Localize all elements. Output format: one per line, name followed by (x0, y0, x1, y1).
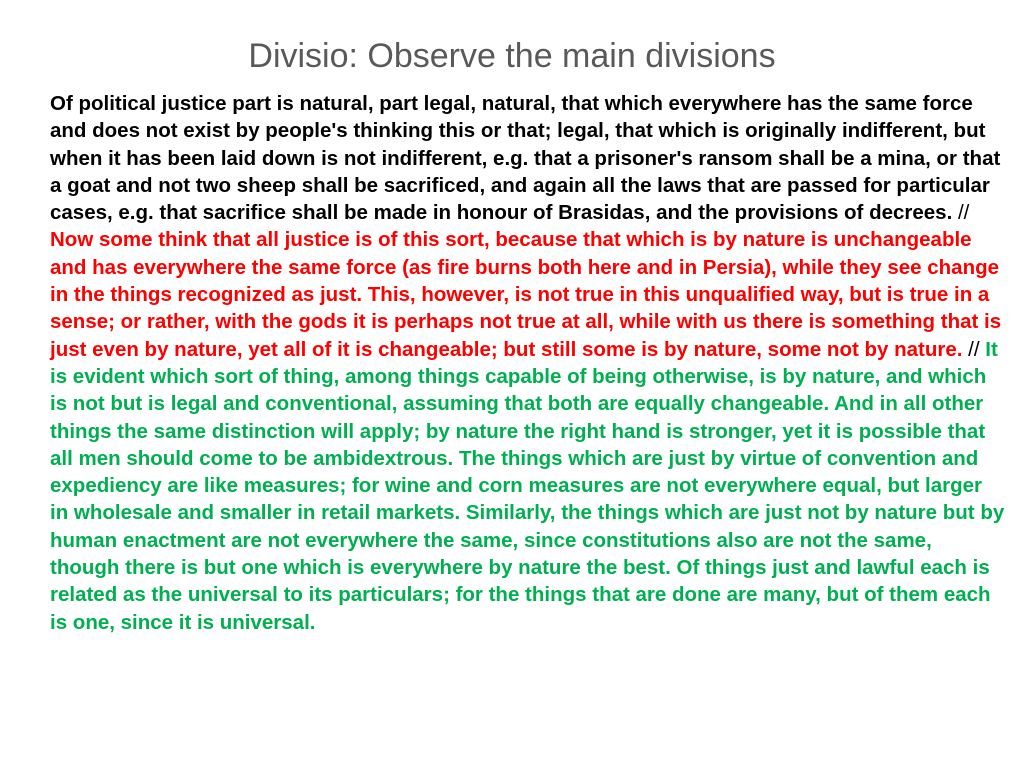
division-separator-2: // (962, 337, 986, 361)
body-segment-resolution: It is evident which sort of thing, among things capable of being otherwise, is by nature, and which is not but is legal and conventional, assuming that both are equally changeable. And in all other things the same distinction will apply; by nature the right hand is stronger, yet it is possible that all men should come to be ambidextrous. The things which are just by virtue of convention and expediency are like measures; for wine and corn measures are not everywhere equal, but larger in wholesale and smaller in retail markets. Similarly, the things which are just not by nature but by human enactment are not everywhere the same, since constitutions also are not the same, though there is but one which is everywhere by nature the best. Of things just and lawful each is related as the universal to its particulars; for the things that are done are many, but of them each is one, since it is universal. (50, 337, 1005, 634)
slide-title: Divisio: Observe the main divisions (248, 37, 776, 75)
division-separator-1: // (952, 201, 970, 225)
body-segment-objection: Now some think that all justice is of this sort, because that which is by nature is unchangeable and has everywhere the same force (as fire burns both here and in Persia), while they see change in the things recognized as just. This, however, is not true in this unqualified way, but is true in a sense; or rather, with the gods it is perhaps not true at all, while with us there is something that is just even by nature, yet all of it is changeable; but still some is by nature, some not by nature. (50, 228, 1002, 361)
body-segment-natural-legal: Of political justice part is natural, part legal, natural, that which everywhere has the same force and does not exist by people's thinking this or that; legal, that which is originally indifferent, but when it has been laid down is not indifferent, e.g. that a prisoner's ransom shall be a mina, or that a goat and not two sheep shall be sacrificed, and again all the laws that are passed for particular cases, e.g. that sacrifice shall be made in honour of Brasidas, and the provisions of decrees. (50, 92, 1001, 225)
slide-body-text (50, 90, 1005, 636)
